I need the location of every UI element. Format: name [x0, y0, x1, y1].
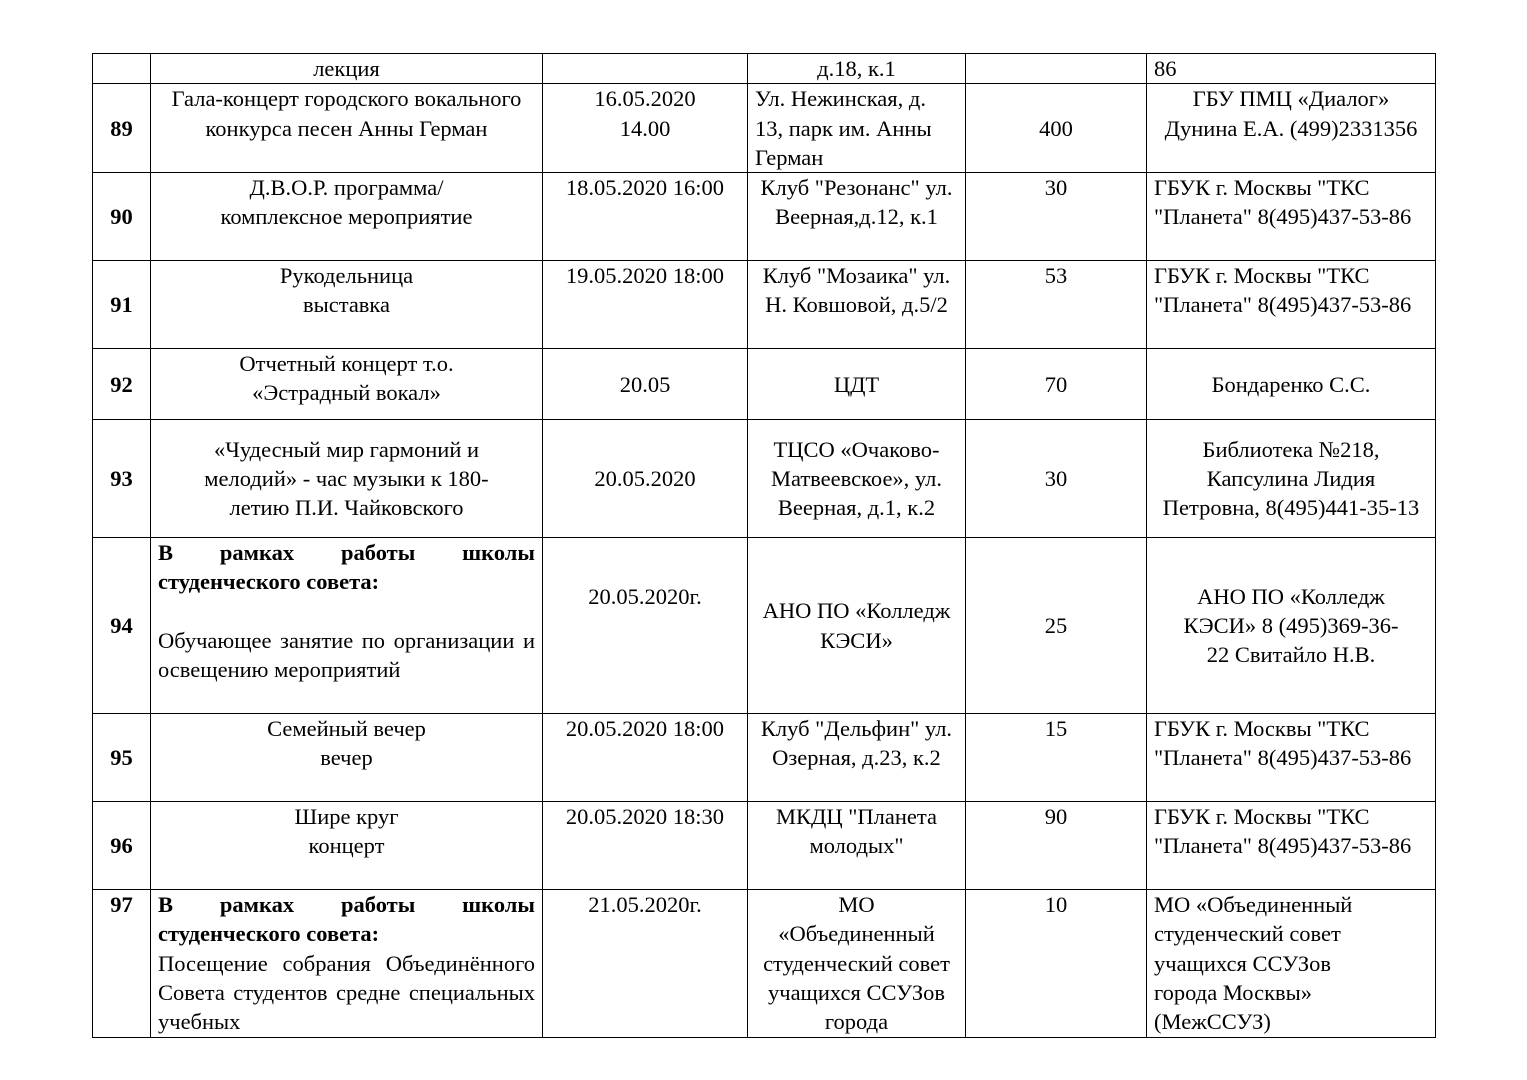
organizer-text: Библиотека №218, Капсулина Лидия Петровна, 8(495)441-35-13 [1162, 436, 1420, 521]
organizer-cell: ГБУК г. Москвы "ТКС "Планета" 8(495)437-53-86 [1147, 802, 1436, 890]
organizer-cell: ГБУК г. Москвы "ТКС "Планета" 8(495)437-53-86 [1147, 714, 1436, 802]
event-text: «Чудесный мир гармоний и мелодий» - час музыки к 180-летию П.И. Чайковского [204, 436, 489, 521]
date-cell: 20.05 [543, 349, 748, 420]
event-text: Отчетный концерт т.о. «Эстрадный вокал» [239, 351, 454, 406]
event-cell [151, 714, 543, 802]
table-row [93, 173, 1436, 261]
event-text: Д.В.О.Р. программа/комплексное мероприятие [220, 175, 473, 230]
table-row [93, 54, 1436, 84]
event-cell [151, 349, 543, 420]
event-cell [151, 54, 543, 84]
count-cell: 400 [966, 84, 1147, 173]
organizer-cell: Бондаренко С.С. [1147, 349, 1436, 420]
table-row [93, 261, 1436, 349]
place-cell: Ул. Нежинская, д. 13, парк им. Анны Герман [748, 84, 966, 173]
count-cell: 30 [966, 173, 1147, 261]
event-text: Шире круг концерт [294, 804, 399, 859]
organizer-text: МО «Объединенный студенческий совет учащихся ССУЗов города Москвы» (МежССУЗ) [1154, 892, 1353, 1035]
row-number: 93 [93, 420, 151, 538]
event-text: Посещение собрания Объединённого Совета студентов средне специальных учебных [158, 950, 535, 1035]
event-cell [151, 420, 543, 538]
event-heading: В рамках работы школы студенческого совета: [158, 892, 535, 947]
place-cell: ЦДТ [748, 349, 966, 420]
event-cell: Гала-концерт городского вокального конкурса песен Анны Герман [151, 84, 543, 173]
table-row [93, 349, 1436, 420]
organizer-cell: 86 [1147, 54, 1436, 84]
count-cell: 53 [966, 261, 1147, 349]
row-number: 89 [93, 84, 151, 173]
organizer-cell: ГБУК г. Москвы "ТКС "Планета" 8(495)437-53-86 [1147, 261, 1436, 349]
date-cell: 18.05.2020 16:00 [543, 173, 748, 261]
row-number [93, 54, 151, 84]
event-text: лекция [313, 56, 380, 81]
table-row [93, 714, 1436, 802]
row-number: 97 [93, 890, 151, 1038]
row-number: 92 [93, 349, 151, 420]
organizer-cell [1147, 538, 1436, 714]
place-cell: ТЦСО «Очаково-Матвеевское», ул. Веерная, д.1, к.2 [748, 420, 966, 538]
date-cell [543, 538, 748, 714]
table-row [93, 802, 1436, 890]
count-cell: 30 [966, 420, 1147, 538]
event-text: Обучающее занятие по организации и освещению мероприятий [158, 628, 535, 683]
event-cell [151, 890, 543, 1038]
date-text: 16.05.2020 14.00 [594, 86, 696, 141]
date-cell [543, 54, 748, 84]
count-cell [966, 54, 1147, 84]
count-cell: 70 [966, 349, 1147, 420]
date-cell: 20.05.2020 18:30 [543, 802, 748, 890]
row-number: 94 [93, 538, 151, 714]
row-number: 96 [93, 802, 151, 890]
row-number: 91 [93, 261, 151, 349]
event-text: Рукодельница выставка [279, 263, 414, 318]
date-cell: 20.05.2020 [543, 420, 748, 538]
date-cell: 21.05.2020г. [543, 890, 748, 1038]
table-row [93, 890, 1436, 1038]
table-row [93, 420, 1436, 538]
organizer-cell: ГБУК г. Москвы "ТКС "Планета" 8(495)437-53-86 [1147, 173, 1436, 261]
events-table [92, 53, 1436, 1038]
row-number: 90 [93, 173, 151, 261]
blank-line [158, 597, 535, 626]
place-text: МО «Объединенный студенческий совет учащихся ССУЗов города [763, 892, 950, 1035]
table-row [93, 84, 1436, 173]
organizer-cell: ГБУ ПМЦ «Диалог» Дунина Е.А. (499)2331356 [1147, 84, 1436, 173]
place-cell: Клуб "Дельфин" ул. Озерная, д.23, к.2 [748, 714, 966, 802]
row-number: 95 [93, 714, 151, 802]
place-cell [748, 890, 966, 1038]
count-cell: 15 [966, 714, 1147, 802]
date-cell: 20.05.2020 18:00 [543, 714, 748, 802]
place-cell: МКДЦ "Планета молодых" [748, 802, 966, 890]
date-cell: 19.05.2020 18:00 [543, 261, 748, 349]
event-cell [151, 802, 543, 890]
event-heading: В рамках работы школы студенческого совета: [158, 540, 535, 595]
date-cell [543, 84, 748, 173]
count-cell: 90 [966, 802, 1147, 890]
place-cell: Клуб "Мозаика" ул. Н. Ковшовой, д.5/2 [748, 261, 966, 349]
organizer-text: АНО ПО «Колледж КЭСИ» 8 (495)369-36-22 Свитайло Н.В. [1183, 583, 1399, 668]
organizer-cell [1147, 420, 1436, 538]
place-cell: д.18, к.1 [748, 54, 966, 84]
event-text: Семейный вечер вечер [267, 716, 426, 771]
date-text: 20.05.2020г. [588, 584, 702, 610]
event-cell [151, 538, 543, 714]
count-cell: 25 [966, 538, 1147, 714]
table-row [93, 538, 1436, 714]
organizer-cell [1147, 890, 1436, 1038]
count-cell: 10 [966, 890, 1147, 1038]
event-cell [151, 173, 543, 261]
event-cell [151, 261, 543, 349]
place-cell: Клуб "Резонанс" ул. Веерная,д.12, к.1 [748, 173, 966, 261]
place-cell: АНО ПО «Колледж КЭСИ» [748, 538, 966, 714]
